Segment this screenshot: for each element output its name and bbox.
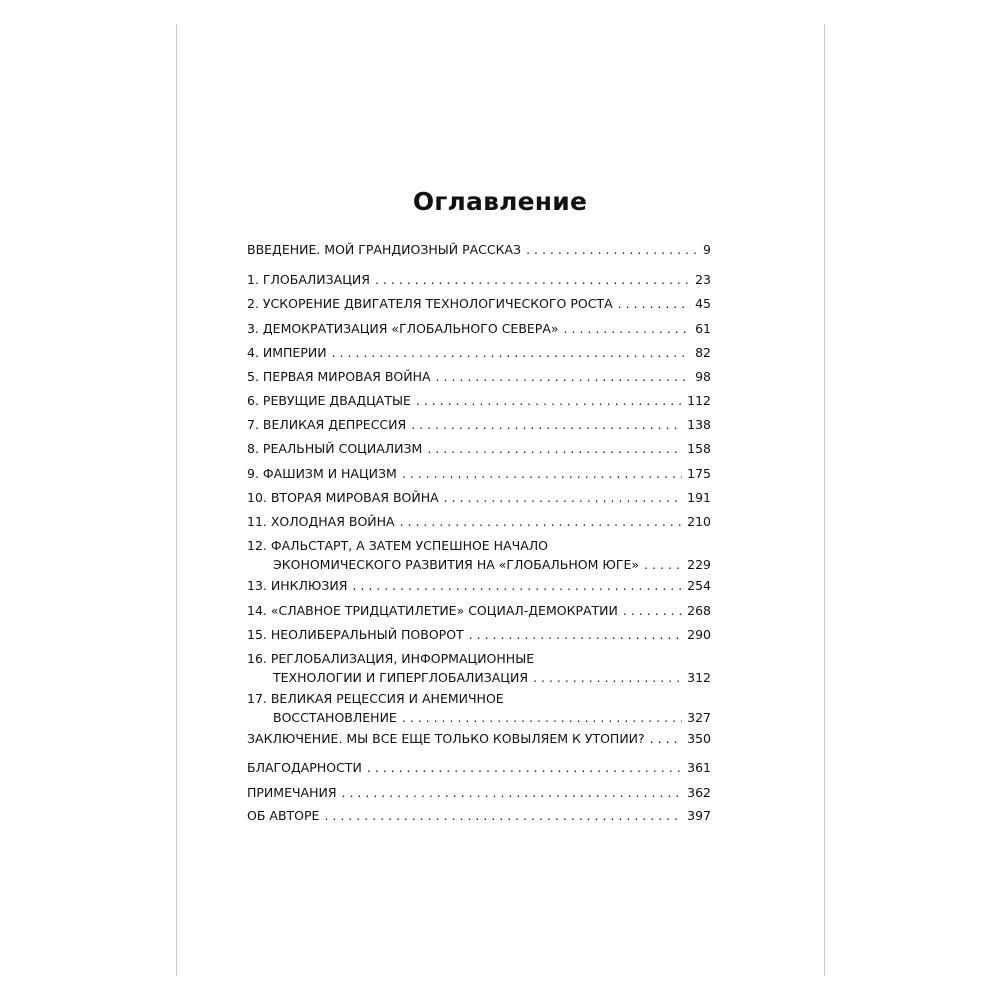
toc-entry-title: 12. ФАЛЬСТАРТ, А ЗАТЕМ УСПЕШНОЕ НАЧАЛО [247, 538, 548, 553]
toc-entry-title: 15. НЕОЛИБЕРАЛЬНЫЙ ПОВОРОТ [247, 627, 464, 642]
dot-leader [444, 488, 682, 507]
toc-page-number: 290 [687, 627, 711, 642]
toc-page-number: 361 [687, 760, 711, 775]
toc-page-number: 268 [687, 603, 711, 618]
dot-leader [402, 464, 682, 483]
dot-leader [533, 668, 682, 687]
dot-leader [332, 343, 691, 362]
toc-entry [247, 367, 711, 386]
dot-leader [324, 806, 682, 825]
toc-entry-title: 5. ПЕРВАЯ МИРОВАЯ ВОЙНА [247, 369, 431, 384]
toc-entry [247, 488, 711, 507]
toc-entry [247, 415, 711, 434]
toc-page-number: 327 [687, 710, 711, 725]
dot-leader [469, 625, 682, 644]
toc-page-number: 229 [687, 557, 711, 572]
toc-entry-title: 4. ИМПЕРИИ [247, 345, 327, 360]
toc-page-number: 175 [687, 466, 711, 481]
toc-entry [247, 512, 711, 531]
toc-entry [247, 729, 711, 748]
toc-entry-title: 2. УСКОРЕНИЕ ДВИГАТЕЛЯ ТЕХНОЛОГИЧЕСКОГО РОСТА [247, 296, 613, 311]
toc-page-number: 23 [695, 272, 711, 287]
dot-leader [436, 367, 691, 386]
toc-entry-title: ЭКОНОМИЧЕСКОГО РАЗВИТИЯ НА «ГЛОБАЛЬНОМ ЮГЕ» [273, 557, 640, 572]
page-edge-left [176, 24, 177, 976]
toc-page-number: 61 [695, 321, 711, 336]
toc-entry [247, 240, 711, 259]
toc-entry [247, 464, 711, 483]
dot-leader [644, 555, 682, 574]
toc-entry-title: ЗАКЛЮЧЕНИЕ. МЫ ВСЕ ЕЩЕ ТОЛЬКО КОВЫЛЯЕМ К УТОПИИ? [247, 731, 645, 746]
toc-page-number: 98 [695, 369, 711, 384]
dot-leader [623, 601, 682, 620]
toc-entry-title: 8. РЕАЛЬНЫЙ СОЦИАЛИЗМ [247, 441, 423, 456]
toc-entry-title: 6. РЕВУЩИЕ ДВАДЦАТЫЕ [247, 393, 411, 408]
toc-page-number: 9 [703, 242, 711, 257]
dot-leader [352, 576, 682, 595]
toc-entry [247, 758, 711, 777]
toc-entry-title: 10. ВТОРАЯ МИРОВАЯ ВОЙНА [247, 490, 439, 505]
toc-entry [247, 649, 711, 687]
toc-page-number: 254 [687, 578, 711, 593]
toc-entry-title: ОБ АВТОРЕ [247, 808, 320, 823]
toc-entry-title: БЛАГОДАРНОСТИ [247, 760, 362, 775]
toc-entry [247, 783, 711, 802]
dot-leader [427, 439, 682, 458]
toc-page-number: 45 [695, 296, 711, 311]
dot-leader [564, 319, 691, 338]
toc-page-number: 82 [695, 345, 711, 360]
toc-entry-title: 3. ДЕМОКРАТИЗАЦИЯ «ГЛОБАЛЬНОГО СЕВЕРА» [247, 321, 559, 336]
toc-entry-title: 13. ИНКЛЮЗИЯ [247, 578, 348, 593]
toc-entry-title: 14. «СЛАВНОЕ ТРИДЦАТИЛЕТИЕ» СОЦИАЛ-ДЕМОКРАТИИ [247, 603, 618, 618]
toc-page-number: 350 [687, 731, 711, 746]
toc-entry-title: 16. РЕГЛОБАЛИЗАЦИЯ, ИНФОРМАЦИОННЫЕ [247, 651, 535, 666]
toc-entry-title: 11. ХОЛОДНАЯ ВОЙНА [247, 514, 395, 529]
toc-page-number: 312 [687, 670, 711, 685]
toc-entry-title: 7. ВЕЛИКАЯ ДЕПРЕССИЯ [247, 417, 407, 432]
toc-entry [247, 319, 711, 338]
toc-entry [247, 343, 711, 362]
dot-leader [526, 240, 698, 259]
toc-entry [247, 806, 711, 825]
toc-page-number: 191 [687, 490, 711, 505]
dot-leader [618, 294, 690, 313]
toc-entry-title: 9. ФАШИЗМ И НАЦИЗМ [247, 466, 397, 481]
toc-page-number: 210 [687, 514, 711, 529]
dot-leader [411, 415, 682, 434]
dot-leader [367, 758, 682, 777]
toc-entry-title: ТЕХНОЛОГИИ И ГИПЕРГЛОБАЛИЗАЦИЯ [273, 670, 529, 685]
toc-entry-title: ВВЕДЕНИЕ. МОЙ ГРАНДИОЗНЫЙ РАССКАЗ [247, 242, 522, 257]
toc-page-number: 397 [687, 808, 711, 823]
toc-entry-title: 1. ГЛОБАЛИЗАЦИЯ [247, 272, 370, 287]
dot-leader [416, 391, 682, 410]
toc-entry [247, 576, 711, 595]
dot-leader [342, 783, 683, 802]
toc-page-number: 158 [687, 441, 711, 456]
toc-entry [247, 439, 711, 458]
toc-entry [247, 689, 711, 727]
toc-page-number: 362 [687, 785, 711, 800]
toc-entry [247, 625, 711, 644]
page-edge-right [824, 24, 825, 976]
toc-entry-title: ВОССТАНОВЛЕНИЕ [273, 710, 397, 725]
dot-leader [400, 512, 683, 531]
toc-entry-title: 17. ВЕЛИКАЯ РЕЦЕССИЯ И АНЕМИЧНОЕ [247, 691, 504, 706]
page-title: Оглавление [412, 186, 588, 216]
toc-entry [247, 270, 711, 289]
toc-entry [247, 601, 711, 620]
dot-leader [650, 729, 682, 748]
toc-entry [247, 391, 711, 410]
toc-entry [247, 294, 711, 313]
toc-entry-title: ПРИМЕЧАНИЯ [247, 785, 337, 800]
toc-page-number: 138 [687, 417, 711, 432]
dot-leader [402, 708, 682, 727]
toc-page-number: 112 [687, 393, 711, 408]
dot-leader [375, 270, 690, 289]
toc-entry [247, 536, 711, 574]
